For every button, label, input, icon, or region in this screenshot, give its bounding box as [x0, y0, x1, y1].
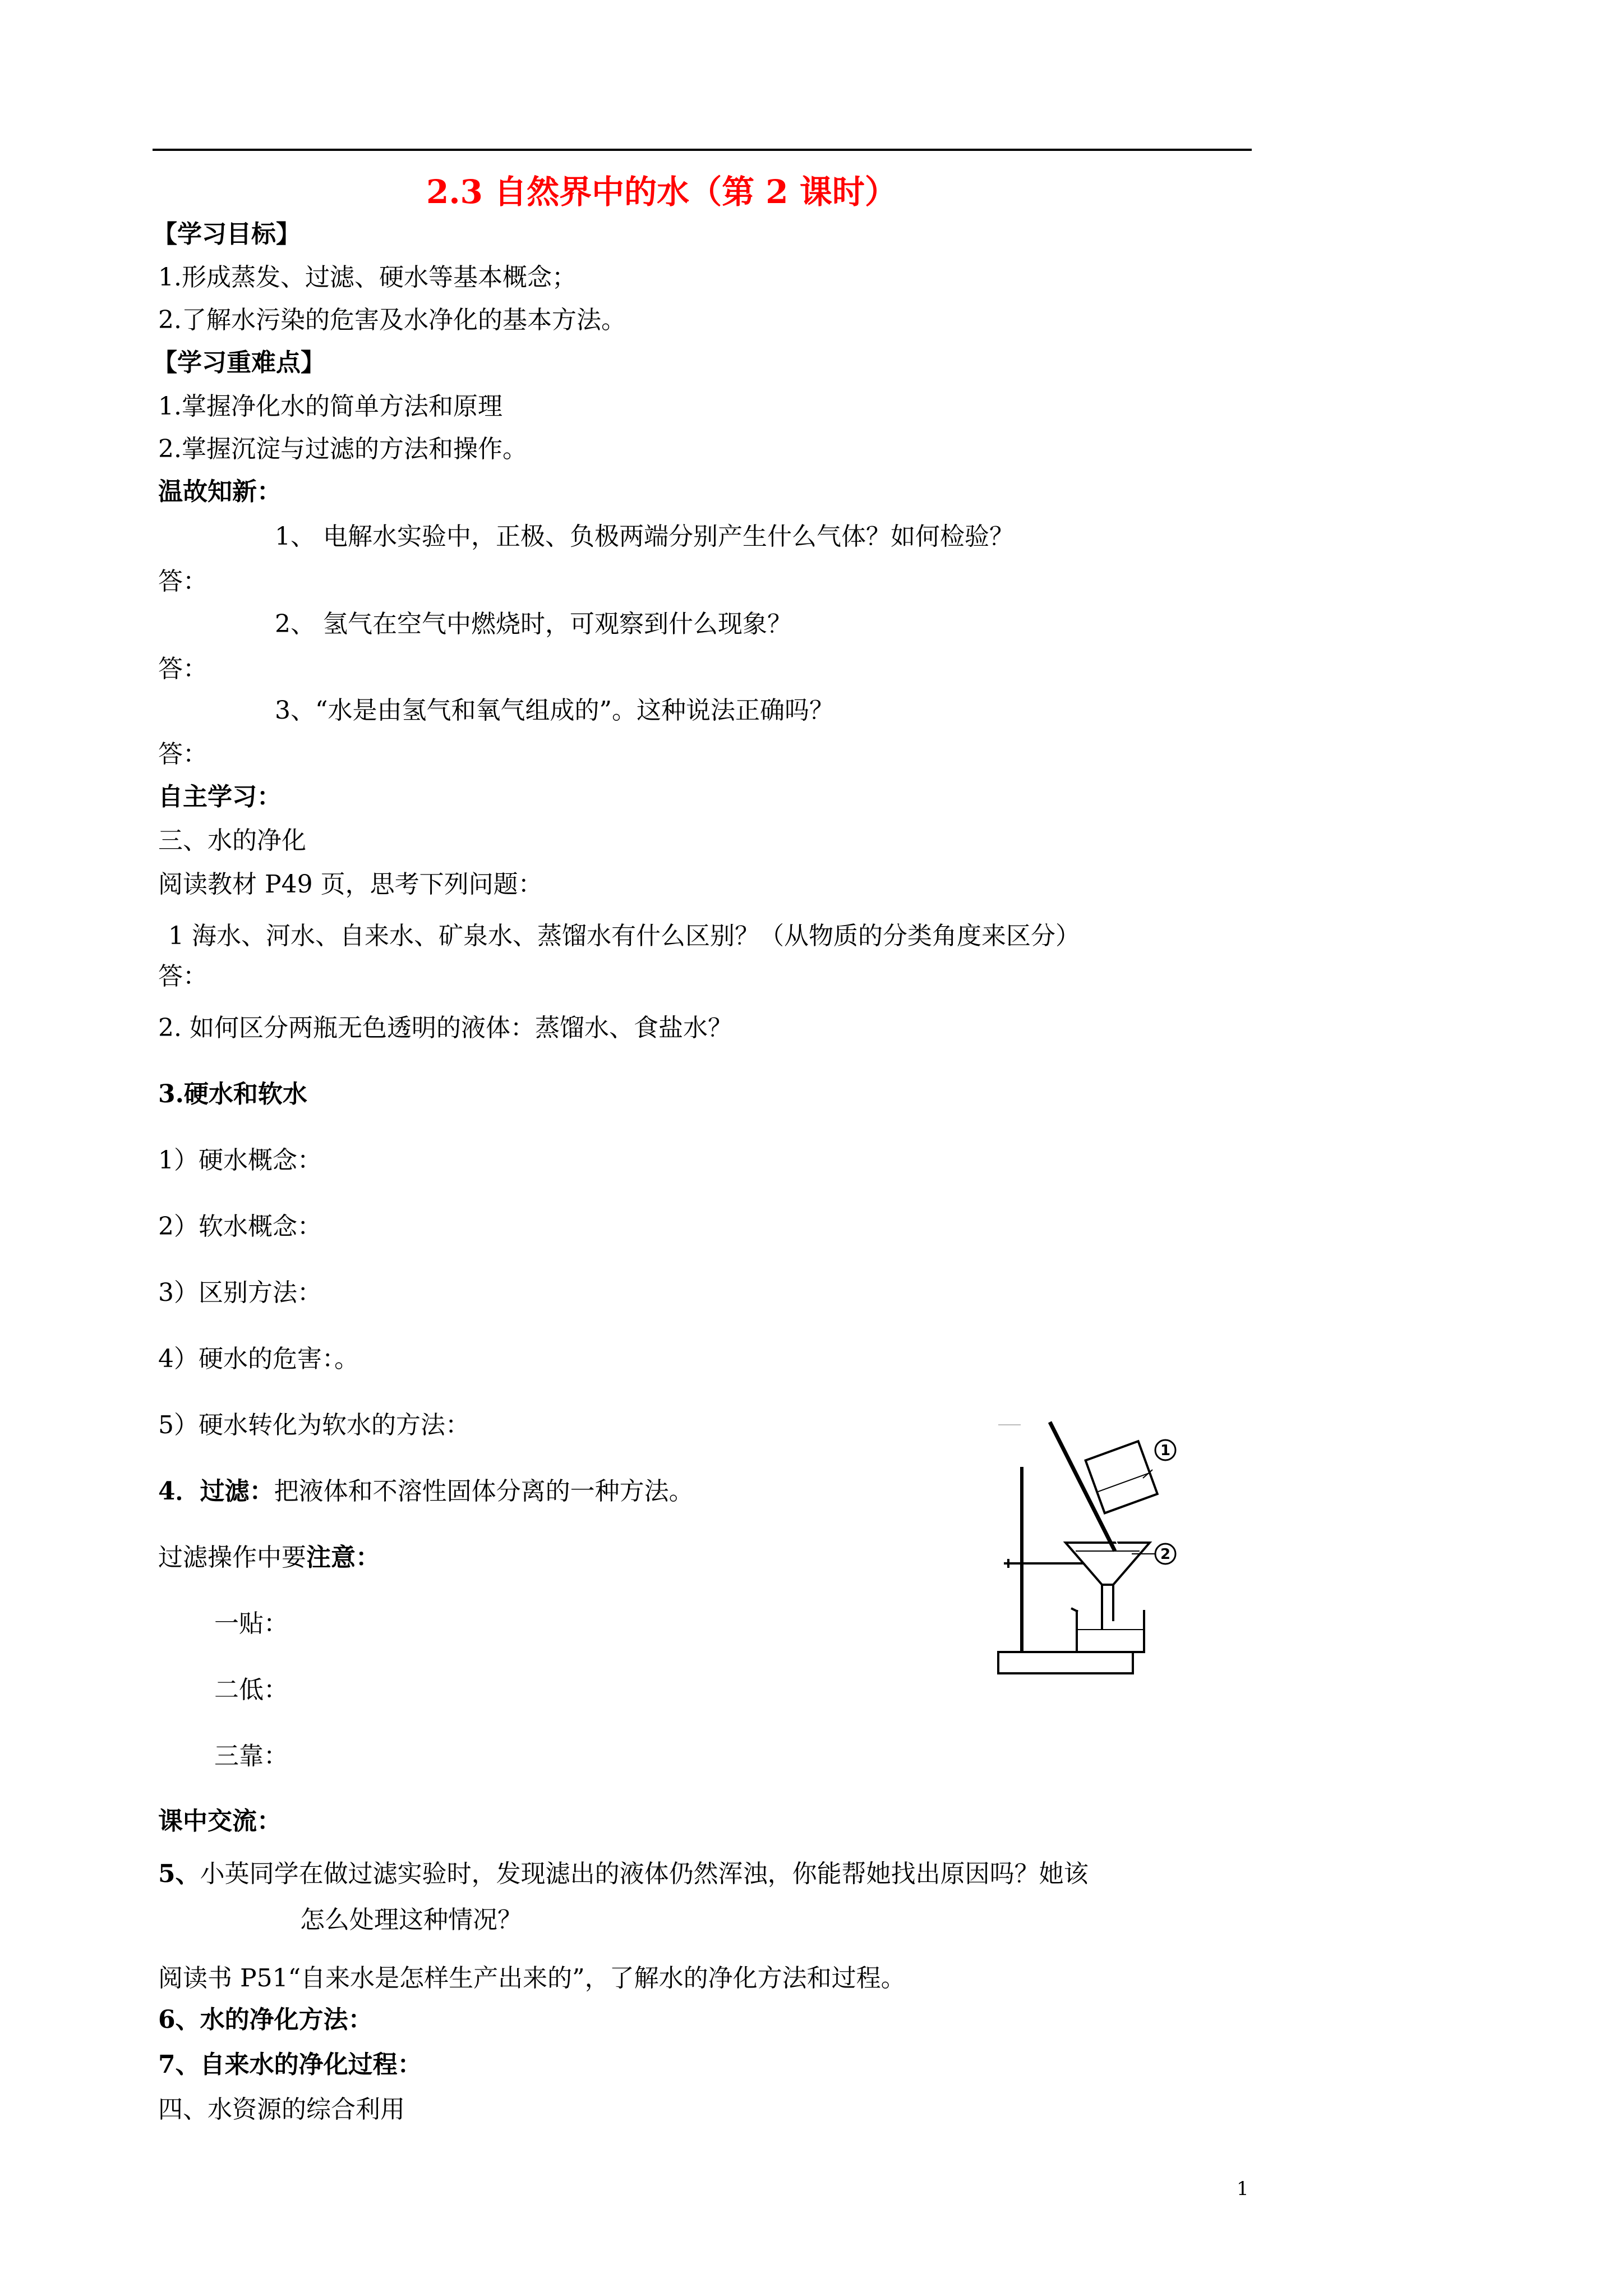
review-question-3: 3、“水是由氢气和氧气组成的”。这种说法正确吗？: [275, 696, 834, 725]
section-heading-review: 温故知新：: [158, 477, 282, 506]
filtration-heading: 4．过滤：: [158, 1477, 274, 1506]
heading-tap-water-process: 7、自来水的净化过程：: [158, 2050, 422, 2079]
figure-label-2: 2: [1160, 1546, 1171, 1563]
section-heading-keypoints: 【学习重难点】: [153, 348, 325, 377]
filtration-notes-line: [158, 1541, 380, 1575]
goal-item-1: 1.形成蒸发、过滤、硬水等基本概念；: [158, 263, 577, 292]
study-question-2: 2. 如何区分两瓶无色透明的液体：蒸馏水、食盐水？: [158, 1014, 732, 1042]
goal-item-2: 2.了解水污染的危害及水净化的基本方法。: [158, 306, 626, 334]
review-question-1: 1、 电解水实验中，正极、负极两端分别产生什么气体？如何检验？: [275, 522, 1014, 551]
heading-purification-methods: 6、水的净化方法：: [158, 2005, 373, 2034]
hard-water-item-2: 2）软水概念：: [158, 1212, 322, 1241]
page-number: 1: [1237, 2178, 1249, 2200]
filtration-apparatus-illustration: [987, 1416, 1178, 1688]
header-rule: [153, 149, 1252, 151]
attention-label: 注意：: [306, 1543, 380, 1572]
filtration-notes-text: 过滤操作中要: [158, 1543, 306, 1572]
page-title: 2.3 自然界中的水（第 2 课时）: [426, 173, 897, 211]
question-number: 5、: [158, 1860, 200, 1888]
heading-hard-soft-water: 3.硬水和软水: [158, 1080, 307, 1108]
filtration-rule-2: 二低：: [214, 1676, 288, 1704]
answer-label: 答：: [158, 962, 208, 991]
hard-water-item-5: 5）硬水转化为软水的方法：: [158, 1411, 470, 1439]
hard-water-item-3: 3）区别方法：: [158, 1278, 322, 1307]
keypoint-item-2: 2.掌握沉淀与过滤的方法和操作。: [158, 435, 527, 463]
answer-label: 答：: [158, 740, 208, 769]
hard-water-item-4: 4）硬水的危害：。: [158, 1345, 359, 1373]
discussion-question-5-cont: 怎么处理这种情况？: [300, 1906, 522, 1934]
reading-instruction-p51: 阅读书 P51“自来水是怎样生产出来的”，了解水的净化方法和过程。: [158, 1964, 906, 1993]
reading-instruction: 阅读教材 P49 页，思考下列问题：: [158, 870, 543, 899]
filtration-rule-3: 三靠：: [214, 1742, 288, 1770]
section-heading-goals: 【学习目标】: [153, 220, 301, 249]
answer-label: 答：: [158, 655, 208, 683]
review-question-2: 2、 氢气在空气中燃烧时，可观察到什么现象？: [275, 610, 792, 638]
section-heading-self-study: 自主学习：: [158, 783, 282, 811]
filtration-definition: 把液体和不溶性固体分离的一种方法。: [274, 1477, 694, 1506]
answer-label: 答：: [158, 567, 208, 596]
question-text: 小英同学在做过滤实验时，发现滤出的液体仍然浑浊，你能帮她找出原因吗？她该: [200, 1860, 1089, 1888]
subsection-water-resources: 四、水资源的综合利用: [158, 2095, 405, 2124]
discussion-question-5: [158, 1857, 1089, 1891]
filtration-rule-1: 一贴：: [214, 1609, 288, 1638]
study-question-1: 1 海水、河水、自来水、矿泉水、蒸馏水有什么区别？（从物质的分类角度来区分）: [168, 922, 1080, 950]
filtration-line: [158, 1475, 694, 1508]
subsection-water-purification: 三、水的净化: [158, 826, 306, 855]
figure-label-1: 1: [1160, 1442, 1171, 1459]
section-heading-class-discussion: 课中交流：: [158, 1807, 282, 1835]
keypoint-item-1: 1.掌握净化水的简单方法和原理: [158, 392, 502, 421]
hard-water-item-1: 1）硬水概念：: [158, 1146, 322, 1175]
